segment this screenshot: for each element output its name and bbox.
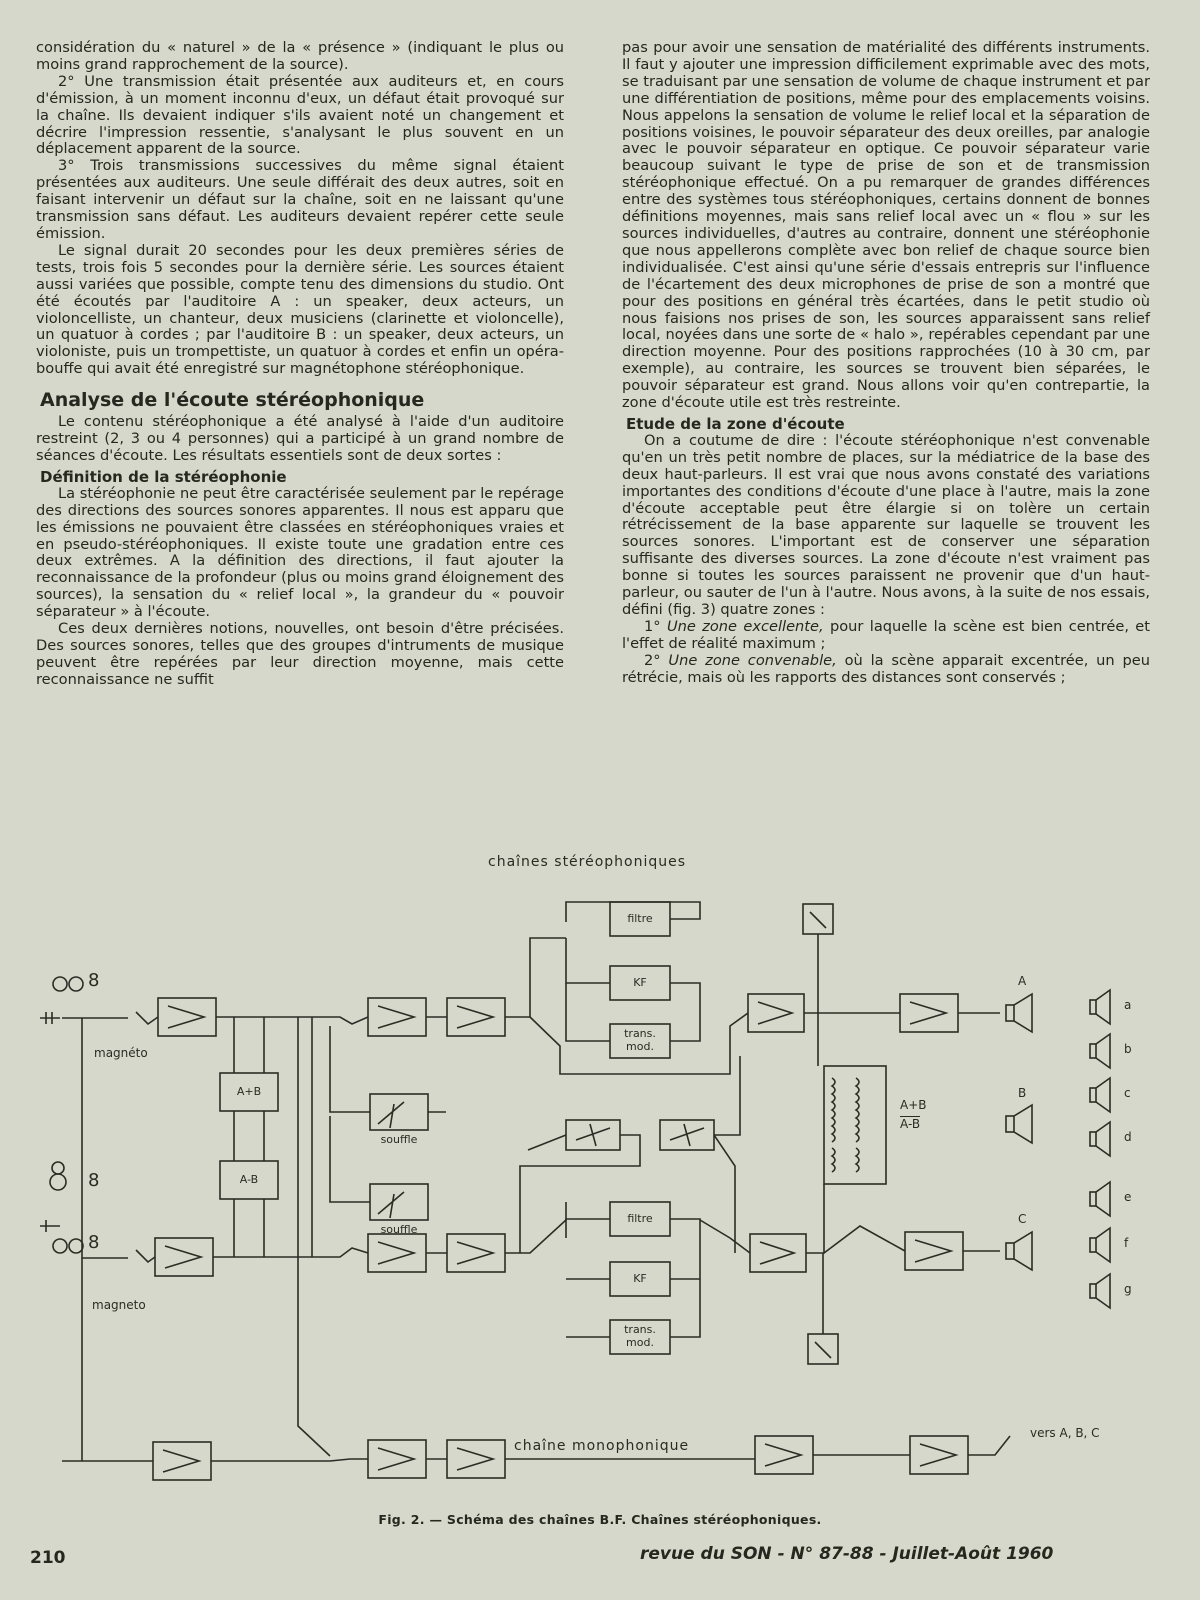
circuit-diagram	[0, 854, 1200, 1526]
mono-chain-title: chaîne monophonique	[514, 1438, 690, 1454]
speakers	[1006, 994, 1032, 1270]
listener-label: e	[1124, 1190, 1132, 1204]
paragraph: considération du « naturel » de la « présence » (indiquant le plus ou moins grand rapprochement de la source).	[36, 39, 564, 73]
paragraph-text: pour laquelle la scène est bien centrée, et l'effet de réalité maximum ;	[622, 617, 1150, 652]
magneto-label: magnéto	[94, 1046, 148, 1060]
mod-label: mod.	[626, 1336, 654, 1349]
speaker-label: A	[1018, 974, 1027, 988]
listener-label: g	[1124, 1282, 1132, 1296]
paragraph: Le signal durait 20 secondes pour les deux premières séries de tests, trois fois 5 secondes pour la dernière série. Les sources étaient aussi variées que possible, compte tenu des dimensions du studio. Ont été écoutés par l'auditoire A : un speaker, deux acteurs, un violoncelliste, un chanteur, deux musiciens (clarinette et violoncelle), un quatuor à cordes ; par l'auditoire B : un speaker, deux acteurs, un violoniste, puis un trompettiste, un quatuor à cordes et enfin un opéra-bouffe qui avait été enregistré sur magnétophone stéréophonique.	[36, 241, 564, 378]
speaker-label: B	[1018, 1086, 1027, 1100]
paragraph	[622, 619, 1150, 653]
paragraph: Ces deux dernières notions, nouvelles, ont besoin d'être précisées. Des sources sonores, telles que des groupes d'intruments de musique peuvent être repérées par leur direction moyenne, mais cette reconnaissance ne suffit	[36, 620, 564, 688]
listener-label: f	[1124, 1236, 1129, 1250]
listener-label: a	[1124, 998, 1132, 1012]
function-blocks	[220, 902, 886, 1364]
paragraph: La stéréophonie ne peut être caractérisée seulement par le repérage des directions des sources sonores apparentes. Il nous est apparu que les émissions ne pouvaient être classées en stéréophoniques vraies et en pseudo-stéréophoniques. Il existe toute une gradation entre ces deux extrêmes. A la définition des directions, il faut ajouter la reconnaissance de la profondeur (plus ou moins grand éloignement des sources), la sensation du « relief local », la grandeur du « pouvoir séparateur » à l'écoute.	[36, 484, 564, 621]
paragraph-text: où la scène apparait excentrée, un peu rétrécie, mais où les rapports des distances sont conservés ;	[622, 651, 1151, 686]
paragraph: 3° Trois transmissions successives du même signal étaient présentées aux auditeurs. Une seule différait des deux autres, soit en faisant intervenir un défaut sur la chaîne, soit en ne laissant qu'une transmission sans défaut. Les auditeurs devaient repérer cette seule émission.	[36, 157, 564, 242]
kf-label: KF	[633, 1272, 647, 1285]
paragraph: On a coutume de dire : l'écoute stéréophonique n'est convenable qu'en un très petit nombre de places, sur la médiatrice de la base des deux haut-parleurs. Il est vrai que nous avons constaté des variations importantes des conditions d'écoute d'une place à l'autre, mais la zone d'écoute acceptable peut être élargie si on tolère un certain rétrécissement de la base apparente sur laquelle se trouvent les sources sonores. L'important est de conserver une séparation suffisante des diverses sources. La zone d'écoute n'est vraiment pas bonne si toutes les sources paraissent ne provenir que d'un haut-parleur, ou sauter de l'un à l'autre. Nous avons, à la suite de nos essais, défini (fig. 3) quatre zones :	[622, 431, 1150, 618]
stereo-chains-title: chaînes stéréophoniques	[488, 854, 687, 870]
emphasis: Une zone excellente,	[666, 617, 824, 635]
subsection-heading: Etude de la zone d'écoute	[626, 414, 845, 433]
list-number: 2°	[644, 651, 661, 669]
souffle-label: souffle	[380, 1133, 418, 1146]
souffle-label: souffle	[380, 1223, 418, 1236]
trans-label: trans.	[624, 1323, 656, 1336]
section-heading: Analyse de l'écoute stéréophonique	[40, 389, 425, 412]
listener-positions	[1090, 990, 1110, 1308]
trans-label: trans.	[624, 1027, 656, 1040]
speaker-label: C	[1018, 1212, 1027, 1226]
filter-label: filtre	[627, 1212, 653, 1225]
kf-label: KF	[633, 976, 647, 989]
subsection-heading: Définition de la stéréophonie	[40, 467, 287, 486]
mod-label: mod.	[626, 1040, 654, 1053]
right-column	[622, 40, 1150, 687]
matrix-diff-label: A-B	[900, 1117, 921, 1131]
mic-label: 8	[88, 1170, 100, 1191]
matrix-sum-label: A+B	[900, 1098, 927, 1112]
listener-label: d	[1124, 1130, 1132, 1144]
left-column	[36, 40, 564, 689]
list-number: 1°	[644, 617, 661, 635]
journal-footer: revue du SON - N° 87-88 - Juillet-Août 1960	[640, 1544, 1054, 1564]
paragraph: 2° Une transmission était présentée aux auditeurs et, en cours d'émission, à un moment inconnu d'eux, un défaut était provoqué sur la chaîne. Ils devaient indiquer s'ils avaient noté un changement et décrire l'impression ressentie, s'analysant le plus souvent en un déplacement apparent de la source.	[36, 72, 564, 158]
emphasis: Une zone convenable,	[668, 651, 837, 669]
mic-label: 8	[88, 970, 100, 991]
listener-label: c	[1124, 1086, 1131, 1100]
paragraph	[622, 653, 1150, 687]
diff-block-label: A-B	[239, 1173, 259, 1186]
listener-label: b	[1124, 1042, 1132, 1056]
circuit-schematic	[0, 866, 1200, 1526]
filter-label: filtre	[627, 912, 653, 925]
mic-label: 8	[88, 1232, 100, 1253]
magneto-label: magneto	[92, 1298, 146, 1312]
wiring	[62, 902, 1010, 1461]
figure-caption: Fig. 2. — Schéma des chaînes B.F. Chaînes stéréophoniques.	[378, 1512, 822, 1527]
page-number: 210	[30, 1548, 66, 1568]
vers-label: vers A, B, C	[1030, 1426, 1100, 1440]
paragraph: pas pour avoir une sensation de matérialité des différents instruments. Il faut y ajouter une impression difficilement exprimable avec des mots, se traduisant par une sensation de volume de chaque instrument et par une différentiation de positions, même pour des emplacements voisins. Nous appelons la sensation de volume le relief local et la séparation de positions voisines, le pouvoir séparateur des deux oreilles, par analogie avec le pouvoir séparateur en optique. Ce pouvoir séparateur varie beaucoup suivant le type de prise de son et de transmission stéréophonique effectué. On a pu remarquer de grandes différences entre des systèmes tous stéréophoniques, certains donnent de bonnes définitions moyennes, mais sans relief local avec un « flou » sur les sources individuelles, d'autres au contraire, donnent une stéréophonie que nous appellerons complète avec bon relief de chaque source bien individualisée. C'est ainsi qu'une série d'essais entrepris sur l'influence de l'écartement des deux microphones de prise de son a montré que pour des positions en général très écartées, dans le petit studio où nous faisions nos prises de son, les sources apparaissent sans relief local, noyées dans une sorte de « halo », repérables cependant par une direction moyenne. Pour des positions rapprochées (10 à 30 cm, par exemple), au contraire, les sources se trouvent bien séparées, le pouvoir séparateur est grand. Nous allons voir qu'en contrepartie, la zone d'écoute utile est très restreinte.	[622, 39, 1150, 412]
paragraph: Le contenu stéréophonique a été analysé à l'aide d'un auditoire restreint (2, 3 ou 4 personnes) qui a participé à un grand nombre de séances d'écoute. Les résultats essentiels sont de deux sortes :	[36, 413, 564, 464]
sum-block-label: A+B	[236, 1085, 262, 1098]
